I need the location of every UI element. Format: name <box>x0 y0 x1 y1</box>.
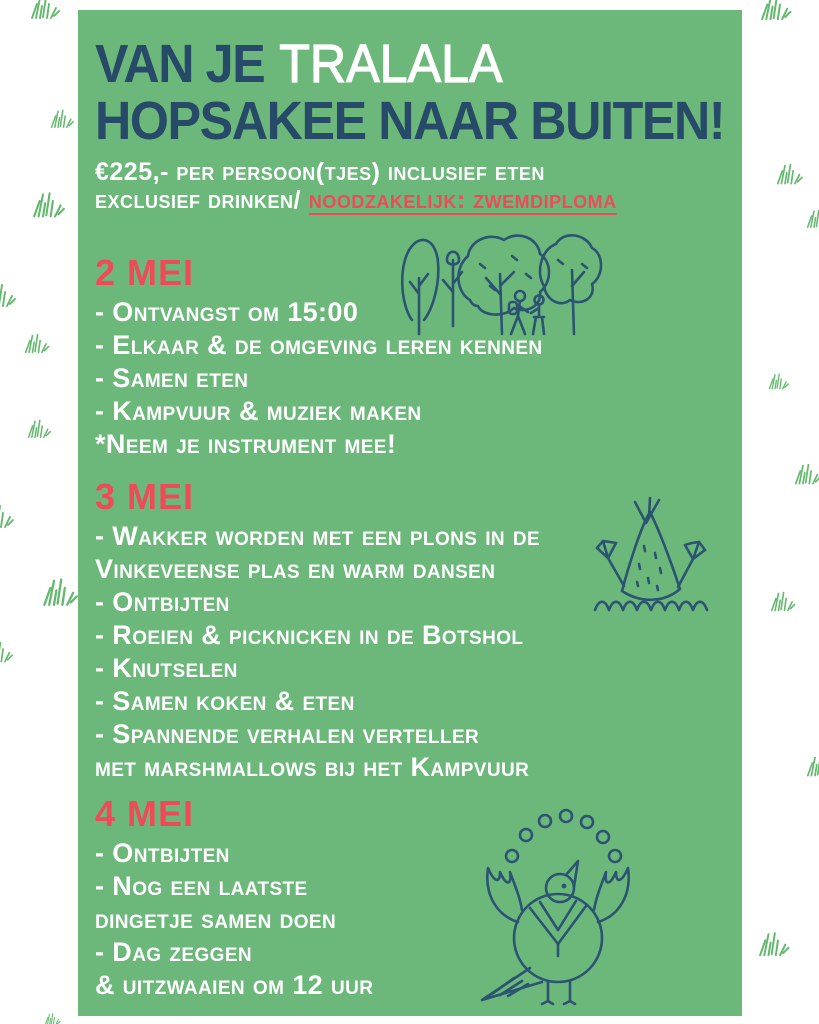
grass-doodle-icon <box>762 0 790 19</box>
poster-subtitle <box>95 158 728 214</box>
schedule-item: Vinkeveense plas en warm dansen <box>95 554 496 584</box>
schedule-item: - Dag zeggen <box>95 937 253 967</box>
subtitle-note-line <box>95 186 728 214</box>
grass-doodle-icon <box>29 420 51 437</box>
grass-doodle-icon <box>0 506 13 527</box>
schedule-section-2-mei <box>95 252 728 461</box>
schedule-item: - Wakker worden met een plons in de <box>95 521 541 551</box>
schedule-item: - Roeien & picknicken in de Botshol <box>95 620 524 650</box>
schedule-item: *Neem je instrument mee! <box>95 429 397 459</box>
title-part-navy: VAN JE <box>95 34 265 94</box>
schedule-item: - Kampvuur & muziek maken <box>95 396 422 426</box>
title-part-white: TRALALA <box>279 34 503 94</box>
section-label: 4 MEI <box>95 793 195 834</box>
schedule-item: - Knutselen <box>95 653 238 683</box>
section-label: 3 MEI <box>95 476 195 517</box>
schedule-item: - Samen koken & eten <box>95 686 355 716</box>
schedule-item: - Elkaar & de omgeving leren kennen <box>95 330 543 360</box>
section-label: 2 MEI <box>95 252 195 293</box>
subtitle-price-line: €225,- per persoon(tjes) inclusief eten <box>95 158 545 186</box>
schedule-item: - Ontvangst om 15:00 <box>95 297 359 327</box>
poster-card <box>78 10 742 1016</box>
schedule-item: & uitzwaaien om 12 uur <box>95 970 374 1000</box>
grass-doodle-icon <box>769 374 788 389</box>
schedule-item: - Samen eten <box>95 363 249 393</box>
grass-doodle-icon <box>808 757 819 776</box>
title-line-2: HOPSAKEE NAAR BUITEN! <box>95 91 725 151</box>
grass-doodle-icon <box>760 933 788 955</box>
schedule-section-4-mei <box>95 793 728 1002</box>
grass-doodle-icon <box>45 1014 60 1024</box>
grass-doodle-icon <box>44 580 76 605</box>
grass-doodle-icon <box>796 465 819 484</box>
grass-doodle-icon <box>52 110 74 127</box>
grass-doodle-icon <box>808 210 819 227</box>
grass-doodle-icon <box>32 0 59 18</box>
poster-title <box>95 34 725 151</box>
grass-doodle-icon <box>34 193 64 216</box>
schedule-item: - Ontbijten <box>95 838 230 868</box>
schedule-item: - Nog een laatste <box>95 871 308 901</box>
grass-doodle-icon <box>0 643 12 662</box>
grass-doodle-icon <box>772 593 795 611</box>
grass-doodle-icon <box>778 165 802 184</box>
schedule-item: dingetje samen doen <box>95 904 337 934</box>
schedule-item: met marshmallows bij het Kampvuur <box>95 752 530 782</box>
subtitle-note-prefix: exclusief drinken/ <box>95 186 301 214</box>
schedule-item: - Ontbijten <box>95 587 230 617</box>
subtitle-note-highlight: noodzakelijk: zwemdiploma <box>308 186 617 214</box>
title-line-1 <box>95 36 684 93</box>
grass-doodle-icon <box>0 285 15 306</box>
grass-doodle-icon <box>26 335 49 353</box>
schedule-item: - Spannende verhalen verteller <box>95 719 480 749</box>
schedule-section-3-mei <box>95 476 728 784</box>
